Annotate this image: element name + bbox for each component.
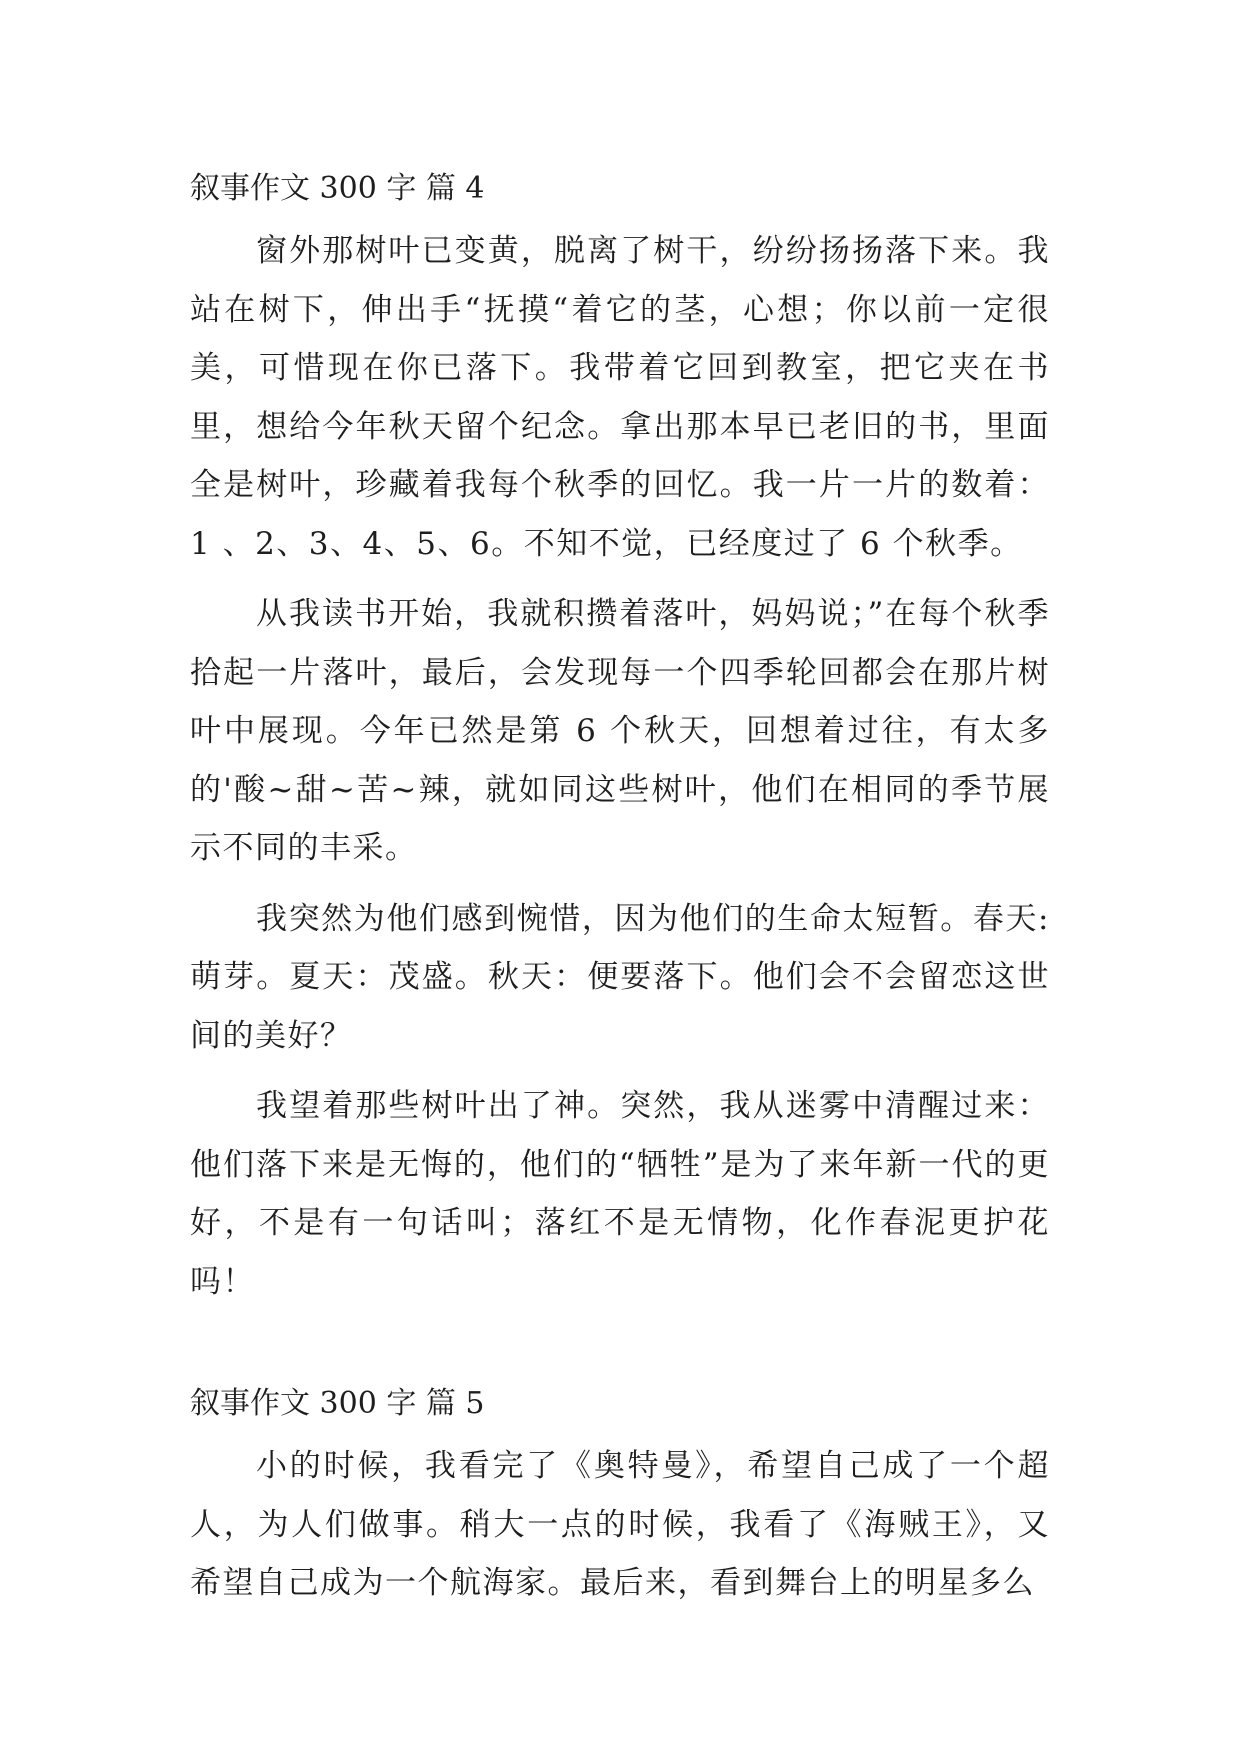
paragraph: 小的时候，我看完了《奥特曼》，希望自己成了一个超人，为人们做事。稍大一点的时候，我看了《海贼王》，又希望自己成为一个航海家。最后来，看到舞台上的明星多么 [190,1448,1050,1601]
paragraph: 从我读书开始，我就积攒着落叶，妈妈说；”在每个秋季拾起一片落叶，最后，会发现每一个四季轮回都会在那片树叶中展现。今年已然是第 6 个秋天，回想着过往，有太多的'酸~甜~苦~辣，就如同这些树叶，他们在相同的季节展示不同的丰采。 [190,596,1050,866]
paragraph: 窗外那树叶已变黄，脱离了树干，纷纷扬扬落下来。我站在树下，伸出手“抚摸“着它的茎，心想；你以前一定很美，可惜现在你已落下。我带着它回到教室，把它夹在书里，想给今年秋天留个纪念。拿出那本早已老旧的书，里面全是树叶，珍藏着我每个秋季的回忆。我一片一片的数着：1 、2、3、4、5、6。不知不觉，已经度过了 6 个秋季。 [190,233,1050,562]
paragraph: 我望着那些树叶出了神。突然，我从迷雾中清醒过来：他们落下来是无悔的，他们的“牺牲”是为了来年新一代的更好，不是有一句话叫；落红不是无情物，化作春泥更护花吗！ [190,1088,1050,1300]
article-body [190,168,1050,1613]
section-heading-5: 叙事作文 300 字 篇 5 [190,1386,485,1421]
section-heading-4: 叙事作文 300 字 篇 4 [190,171,485,206]
paragraph: 我突然为他们感到惋惜，因为他们的生命太短暂。春天:萌芽。夏天：茂盛。秋天：便要落下。他们会不会留恋这世间的美好？ [190,900,1050,1054]
